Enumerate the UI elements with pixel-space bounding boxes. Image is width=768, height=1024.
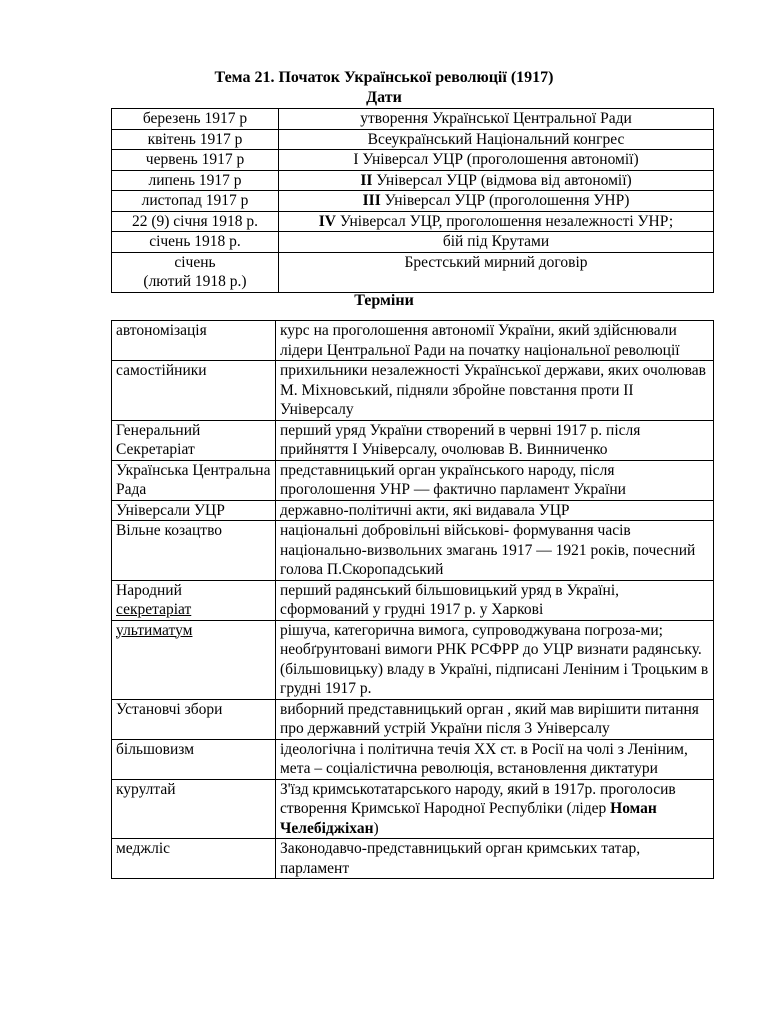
term-row <box>112 839 714 879</box>
definition-cell: виборний представницький орган , який мав вирішити питання про державний устрій України після 3 Універсалу <box>276 699 714 739</box>
event-text: Універсал УЦР (відмова від автономії) <box>372 171 632 189</box>
date-row <box>112 109 714 130</box>
event-cell: утворення Української Центральної Ради <box>279 109 714 130</box>
definition-end: ) <box>373 819 379 837</box>
date-cell: січень 1918 р. <box>112 232 279 253</box>
date-row <box>112 252 714 292</box>
term-row <box>112 580 714 620</box>
term-cell <box>112 580 276 620</box>
terms-table <box>111 320 714 879</box>
event-cell <box>279 170 714 191</box>
term-line: секретаріат <box>116 601 192 618</box>
term-line: Народний <box>116 581 182 599</box>
term-row <box>112 739 714 779</box>
term-row <box>112 460 714 500</box>
terms-heading: Терміни <box>354 292 414 309</box>
definition-cell: Законодавчо-представницький орган кримських татар, парламент <box>276 839 714 879</box>
term-row <box>112 779 714 839</box>
event-cell <box>279 191 714 212</box>
event-text: Універсал УЦР (проголошення УНР) <box>380 192 630 209</box>
dates-table <box>111 108 714 293</box>
date-cell: липень 1917 р <box>112 170 279 191</box>
term-cell: Генеральний Секретаріат <box>112 420 276 460</box>
date-row <box>112 170 714 191</box>
term-row <box>112 361 714 421</box>
date-cell: червень 1917 р <box>112 150 279 171</box>
term-cell: Вільне козацтво <box>112 521 276 581</box>
definition-cell: курс на проголошення автономії України, який здійснювали лідери Центральної Ради на початку національної революції <box>276 321 714 361</box>
date-cell: 22 (9) січня 1918 р. <box>112 211 279 232</box>
date-row <box>112 129 714 150</box>
definition-text: З'їзд кримськотатарського народу, який в 1917р. проголосив створення Кримської Народної Республіки (лідер <box>280 780 676 817</box>
dates-heading: Дати <box>366 89 402 106</box>
date-row <box>112 150 714 171</box>
event-cell: бій під Крутами <box>279 232 714 253</box>
date-cell: листопад 1917 р <box>112 191 279 212</box>
term-row <box>112 500 714 521</box>
definition-cell: прихильники незалежності Української держави, яких очолював М. Міхновський, підняли збройне повстання проти ІІ Універсалу <box>276 361 714 421</box>
event-cell: Всеукраїнський Національний конгрес <box>279 129 714 150</box>
definition-cell: ідеологічна і політична течія XX ст. в Росії на чолі з Леніним, мета – соціалістична революція, встановлення диктатури <box>276 739 714 779</box>
term-cell: більшовизм <box>112 739 276 779</box>
date-row <box>112 232 714 253</box>
term-cell: Українська Центральна Рада <box>112 460 276 500</box>
date-row <box>112 191 714 212</box>
roman-numeral: ІІІ <box>362 192 381 209</box>
leader-name: Номан Челебіджіхан <box>280 800 657 837</box>
term-cell: автономізація <box>112 321 276 361</box>
date-line: січень <box>174 253 216 271</box>
definition-cell: національні добровільні військові- формування часів національно-визвольних змагань 1917 — 1921 років, почесний голова П.Скоропадський <box>276 521 714 581</box>
term-row <box>112 699 714 739</box>
event-cell <box>279 211 714 232</box>
definition-cell: перший уряд України створений в червні 1917 р. після прийняття І Універсалу, очолював В. Винниченко <box>276 420 714 460</box>
definition-cell: представницький орган українського народу, після проголошення УНР — фактично парламент України <box>276 460 714 500</box>
event-text: Універсал УЦР, проголошення незалежності УНР; <box>336 212 674 230</box>
term-cell <box>112 620 276 699</box>
term-cell: курултай <box>112 779 276 839</box>
event-cell: І Універсал УЦР (проголошення автономії) <box>279 150 714 171</box>
date-cell: квітень 1917 р <box>112 129 279 150</box>
term-row <box>112 521 714 581</box>
date-cell: березень 1917 р <box>112 109 279 130</box>
term-text: ультиматум <box>116 621 193 639</box>
term-row <box>112 620 714 699</box>
term-cell: Установчі збори <box>112 699 276 739</box>
definition-cell: рішуча, категорична вимога, супроводжувана погроза-ми; необґрунтовані вимоги РНК РСФРР до УЦР визнати радянську. (більшовицьку) владу в Україні, підписані Леніним і Троцьким в грудні 1917 р. <box>276 620 714 699</box>
term-cell: Універсали УЦР <box>112 500 276 521</box>
definition-cell: перший радянський більшовицький уряд в Україні, сформований у грудні 1917 р. у Харкові <box>276 580 714 620</box>
definition-cell <box>276 779 714 839</box>
definition-cell: державно-політичні акти, які видавала УЦР <box>276 500 714 521</box>
roman-numeral: IV <box>318 212 336 230</box>
date-line: (лютий 1918 р.) <box>143 273 247 290</box>
term-cell: меджліс <box>112 839 276 879</box>
term-row <box>112 321 714 361</box>
term-row <box>112 420 714 460</box>
date-row <box>112 211 714 232</box>
date-cell <box>112 252 279 292</box>
event-cell: Брестський мирний договір <box>279 252 714 292</box>
term-cell: самостійники <box>112 361 276 421</box>
page-title: Тема 21. Початок Української революції (1917) <box>214 69 554 86</box>
roman-numeral: ІІ <box>360 171 373 189</box>
